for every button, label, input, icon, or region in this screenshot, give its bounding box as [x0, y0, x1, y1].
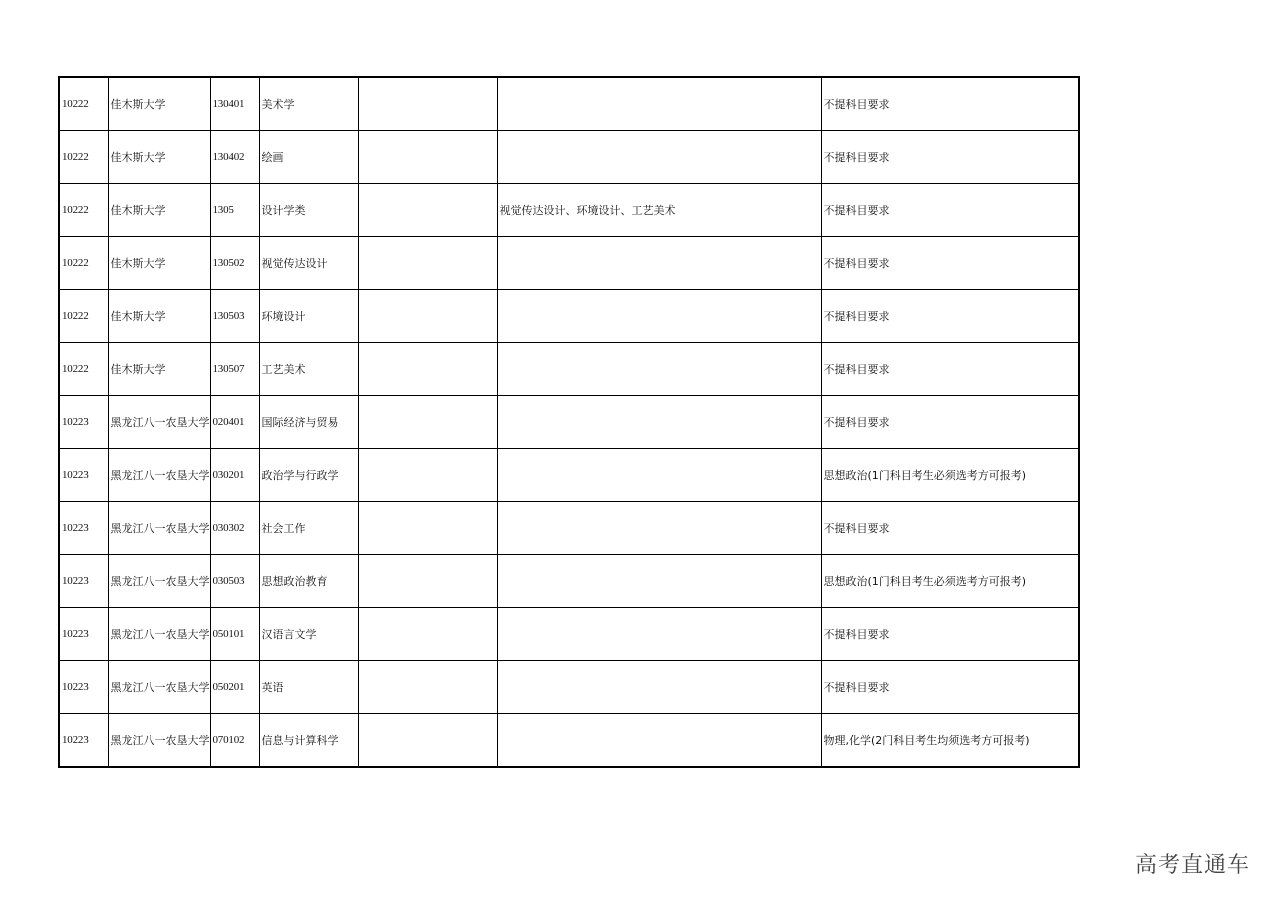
major-code-cell: 130502 — [210, 237, 259, 290]
subject-requirement-cell: 不提科目要求 — [821, 237, 1079, 290]
table-row — [59, 714, 1079, 768]
table-row — [59, 449, 1079, 502]
school-name-cell: 佳木斯大学 — [108, 343, 210, 396]
school-name-cell: 黑龙江八一农垦大学 — [108, 396, 210, 449]
table-row — [59, 290, 1079, 343]
major-code-cell: 1305 — [210, 184, 259, 237]
school-name-cell: 黑龙江八一农垦大学 — [108, 608, 210, 661]
major-name-cell: 工艺美术 — [259, 343, 358, 396]
school-name-cell: 黑龙江八一农垦大学 — [108, 502, 210, 555]
school-code-cell: 10223 — [59, 449, 108, 502]
subject-requirement-cell: 不提科目要求 — [821, 661, 1079, 714]
school-code-cell: 10222 — [59, 343, 108, 396]
school-code-cell: 10222 — [59, 184, 108, 237]
empty-cell — [358, 661, 497, 714]
subject-requirements-table — [58, 76, 1080, 768]
subject-requirement-cell: 物理,化学(2门科目考生均须选考方可报考) — [821, 714, 1079, 768]
school-name-cell: 黑龙江八一农垦大学 — [108, 449, 210, 502]
school-name-cell: 佳木斯大学 — [108, 131, 210, 184]
major-code-cell: 130507 — [210, 343, 259, 396]
empty-cell — [358, 608, 497, 661]
empty-cell — [358, 555, 497, 608]
table-row — [59, 555, 1079, 608]
subject-requirement-cell: 不提科目要求 — [821, 290, 1079, 343]
empty-cell — [358, 290, 497, 343]
major-code-cell: 030503 — [210, 555, 259, 608]
major-name-cell: 社会工作 — [259, 502, 358, 555]
included-majors-cell — [497, 661, 821, 714]
table-row — [59, 608, 1079, 661]
school-code-cell: 10223 — [59, 555, 108, 608]
school-name-cell: 佳木斯大学 — [108, 290, 210, 343]
major-name-cell: 国际经济与贸易 — [259, 396, 358, 449]
major-name-cell: 思想政治教育 — [259, 555, 358, 608]
subject-requirement-cell: 不提科目要求 — [821, 343, 1079, 396]
major-code-cell: 130401 — [210, 77, 259, 131]
table-row — [59, 131, 1079, 184]
table-row — [59, 343, 1079, 396]
major-code-cell: 020401 — [210, 396, 259, 449]
included-majors-cell: 视觉传达设计、环境设计、工艺美术 — [497, 184, 821, 237]
empty-cell — [358, 77, 497, 131]
subject-requirement-cell: 思想政治(1门科目考生必须选考方可报考) — [821, 449, 1079, 502]
included-majors-cell — [497, 343, 821, 396]
major-name-cell: 汉语言文学 — [259, 608, 358, 661]
included-majors-cell — [497, 555, 821, 608]
subject-requirement-cell: 不提科目要求 — [821, 396, 1079, 449]
included-majors-cell — [497, 714, 821, 768]
subject-requirement-cell: 不提科目要求 — [821, 502, 1079, 555]
table-row — [59, 77, 1079, 131]
subject-requirement-cell: 思想政治(1门科目考生必须选考方可报考) — [821, 555, 1079, 608]
included-majors-cell — [497, 449, 821, 502]
major-code-cell: 030302 — [210, 502, 259, 555]
school-name-cell: 黑龙江八一农垦大学 — [108, 555, 210, 608]
major-name-cell: 政治学与行政学 — [259, 449, 358, 502]
subject-requirement-cell: 不提科目要求 — [821, 131, 1079, 184]
empty-cell — [358, 184, 497, 237]
included-majors-cell — [497, 131, 821, 184]
school-name-cell: 佳木斯大学 — [108, 77, 210, 131]
school-name-cell: 黑龙江八一农垦大学 — [108, 661, 210, 714]
empty-cell — [358, 131, 497, 184]
major-name-cell: 信息与计算科学 — [259, 714, 358, 768]
school-code-cell: 10222 — [59, 77, 108, 131]
empty-cell — [358, 237, 497, 290]
included-majors-cell — [497, 290, 821, 343]
empty-cell — [358, 502, 497, 555]
school-code-cell: 10223 — [59, 714, 108, 768]
school-code-cell: 10223 — [59, 502, 108, 555]
empty-cell — [358, 396, 497, 449]
subject-requirement-cell: 不提科目要求 — [821, 608, 1079, 661]
school-code-cell: 10223 — [59, 608, 108, 661]
school-name-cell: 佳木斯大学 — [108, 184, 210, 237]
empty-cell — [358, 449, 497, 502]
major-code-cell: 050101 — [210, 608, 259, 661]
school-code-cell: 10222 — [59, 237, 108, 290]
table-row — [59, 237, 1079, 290]
major-name-cell: 绘画 — [259, 131, 358, 184]
included-majors-cell — [497, 502, 821, 555]
major-code-cell: 130503 — [210, 290, 259, 343]
school-code-cell: 10223 — [59, 661, 108, 714]
included-majors-cell — [497, 77, 821, 131]
major-code-cell: 130402 — [210, 131, 259, 184]
subject-requirement-cell: 不提科目要求 — [821, 184, 1079, 237]
included-majors-cell — [497, 608, 821, 661]
table-row — [59, 661, 1079, 714]
school-code-cell: 10223 — [59, 396, 108, 449]
major-name-cell: 英语 — [259, 661, 358, 714]
major-code-cell: 030201 — [210, 449, 259, 502]
table-row — [59, 502, 1079, 555]
major-name-cell: 美术学 — [259, 77, 358, 131]
watermark-text: 高考直通车 — [1134, 853, 1250, 878]
table-body — [59, 77, 1079, 767]
school-name-cell: 佳木斯大学 — [108, 237, 210, 290]
major-name-cell: 设计学类 — [259, 184, 358, 237]
table-row — [59, 396, 1079, 449]
major-name-cell: 视觉传达设计 — [259, 237, 358, 290]
empty-cell — [358, 343, 497, 396]
major-name-cell: 环境设计 — [259, 290, 358, 343]
empty-cell — [358, 714, 497, 768]
major-code-cell: 070102 — [210, 714, 259, 768]
included-majors-cell — [497, 396, 821, 449]
school-name-cell: 黑龙江八一农垦大学 — [108, 714, 210, 768]
included-majors-cell — [497, 237, 821, 290]
major-code-cell: 050201 — [210, 661, 259, 714]
subject-requirement-cell: 不提科目要求 — [821, 77, 1079, 131]
school-code-cell: 10222 — [59, 290, 108, 343]
school-code-cell: 10222 — [59, 131, 108, 184]
table-row — [59, 184, 1079, 237]
